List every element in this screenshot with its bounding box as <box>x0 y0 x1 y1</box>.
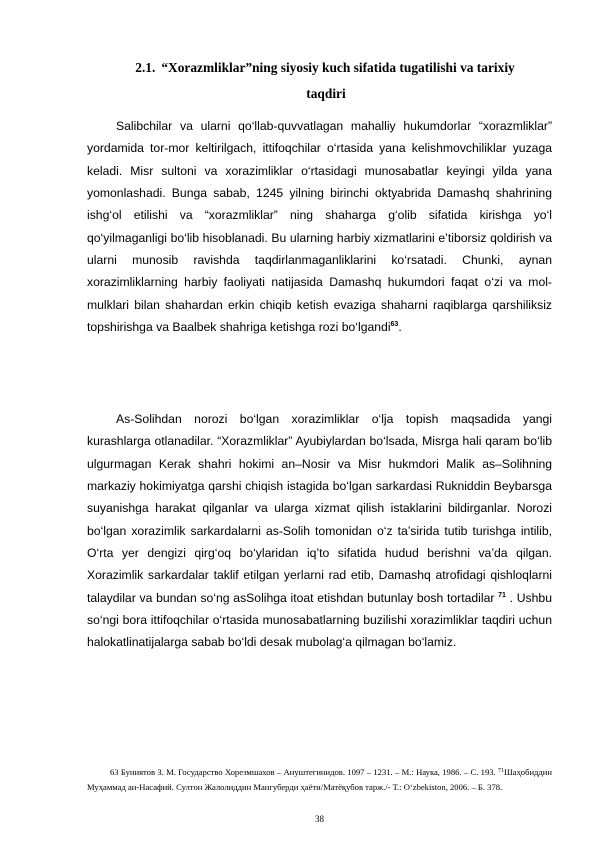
footnote-71: Шаҳобиддин Муҳаммад ан-Насафий. Султон Жалолиддин Мангуберди ҳаёти/Матёқубов тарж./- Т.: O‘zbekiston, 2006. – Б. 378. <box>87 767 552 792</box>
paragraph-2-end: . Ushbu so‘ngi bora ittifoqchilar o‘rtasida munosabatlarning buzilishi xorazimliklar taqdiri uchun halokatlinatijalarga sabab bo‘ldi desak mubolag‘a qilmagan bo‘lamiz. <box>87 590 552 650</box>
paragraph-1-end: . <box>398 320 402 335</box>
footnote-63: 63 Буниятов З. М. Государство Хорезмшахов – Ануштегинидов. 1097 – 1231. – М.: Наука, 1986. – С. 193. <box>87 767 496 777</box>
footnote-ref-71[interactable]: 71 <box>498 591 506 599</box>
section-title-line-1: “Xorazmliklar”ning siyosiy kuch sifatida tugatilishi va tarixiy <box>161 60 515 75</box>
footnotes <box>87 765 552 795</box>
body-paragraph-1 <box>87 115 552 338</box>
paragraph-1-text: Salibchilar va ularni qo‘llab-quvvatlagan mahalliy hukumdorlar “xorazmliklar” yordamida tor-mor keltirilgach, ittifoqchilar o‘rtasida yana kelishmovchiliklar yuzaga keladi. Misr sultoni va xorazimliklar o‘rtasidagi munosabatlar keyingi yilda yana yomonlashadi. Bunga sabab, 1245 yilning birinchi oktyabrida Damashq shahrining ishg‘ol etilishi va “xorazmliklar” ning shaharga g‘olib sifatida kirishga yo‘l qo‘yilmaganligi bo‘lib hisoblanadi. Bu ularning harbiy xizmatlarini e’tiborsiz qoldirish va ularni munosib ravishda taqdirlanmaganliklarini ko‘rsatadi. Chunki, aynan xorazimliklarning harbiy faoliyati natijasida Damashq hukumdori faqat o‘zi va mol-mulklari bilan shahardan erkin chiqib ketish evaziga shaharni raqiblarga qarshiliksiz topshirishga va Baalbek shahriga ketishga rozi bo‘lgandi <box>87 119 552 335</box>
section-heading-line-1 <box>120 55 530 81</box>
section-title-line-2: taqdiri <box>306 86 346 101</box>
section-number: 2.1. <box>135 60 156 75</box>
section-heading-line-2 <box>116 81 536 107</box>
footnote-ref-63[interactable]: 63 <box>390 321 399 329</box>
body-paragraph-2 <box>87 408 552 654</box>
page-number: 38 <box>315 814 324 824</box>
footnote-71-marker: 71 <box>498 768 504 774</box>
paragraph-2-text: As-Solihdan norozi bo‘lgan xorazimliklar o‘lja topish maqsadida yangi kurashlarga otlanadilar. “Xorazmliklar” Ayubiylardan bo‘lsada, Misrga hali qaram bo‘lib ulgurmagan Kerak shahri hokimi an–Nosir va Misr hukmdori Malik as–Solihning markaziy hokimiyatga qarshi chiqish istagida bo‘lgan sarkardasi Rukniddin Beybarsga suyanishga harakat qilganlar va ularga xizmat qilish istaklarini bildirganlar. Norozi bo‘lgan xorazimlik sarkardalarni as-Solih tomonidan o‘z ta’sirida tutib turishga intilib, O‘rta yer dengizi qirg‘oq bo‘ylaridan iq’to sifatida hudud berishni va’da qilgan. Xorazimlik sarkardalar taklif etilgan yerlarni rad etib, Damashq atrofidagi qishloqlarni talaydilar va bundan so‘ng asSolihga itoat etishdan butunlay bosh tortadilar <box>87 412 552 605</box>
